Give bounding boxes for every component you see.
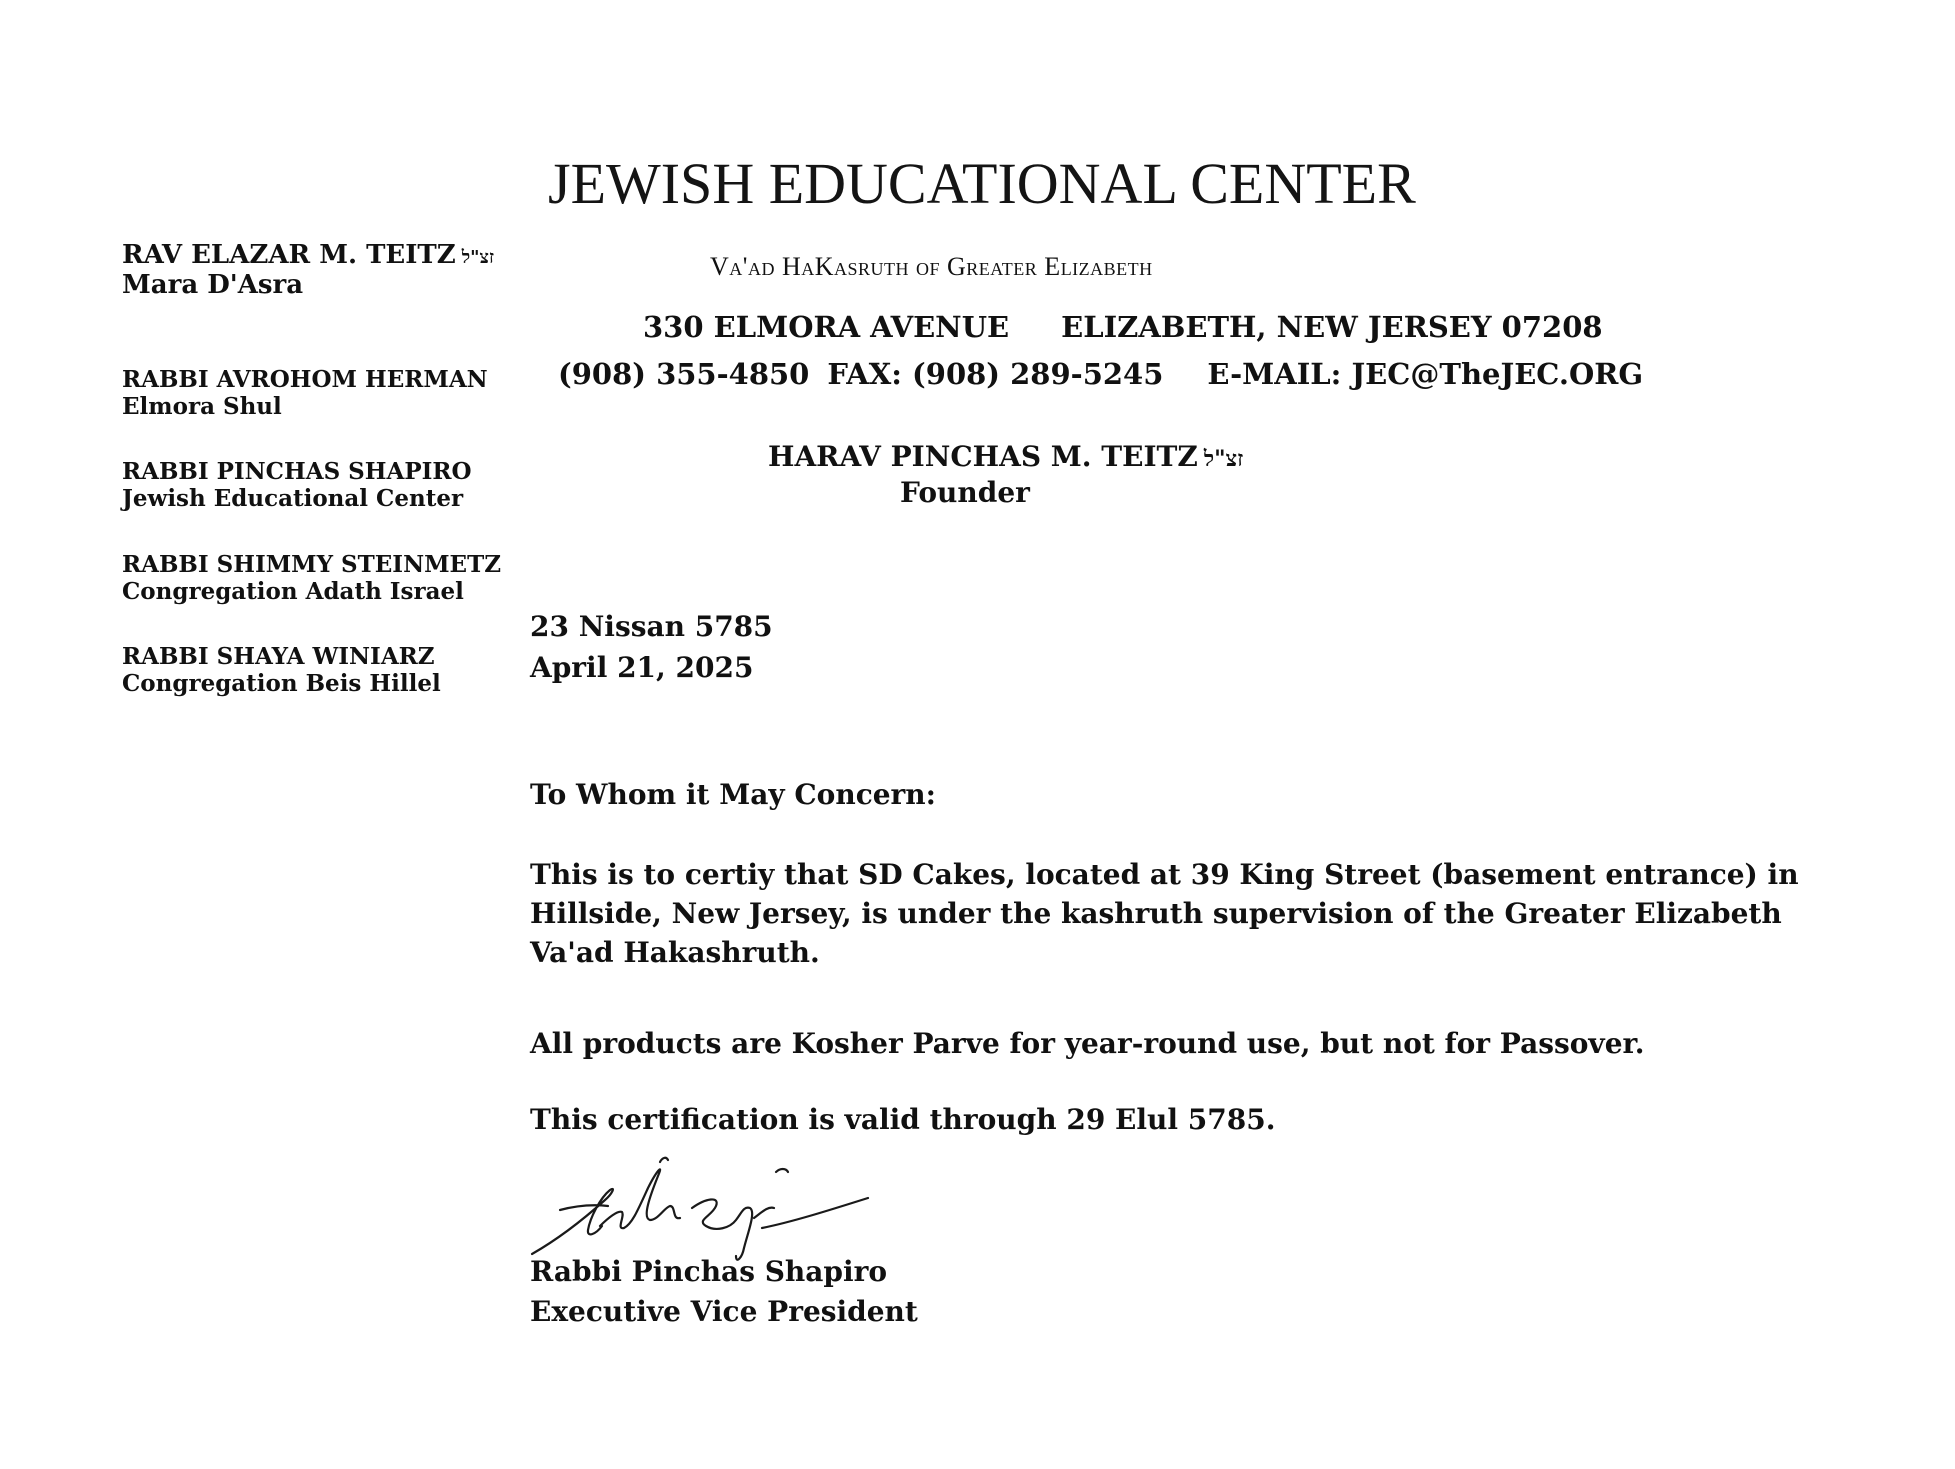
rabbi-entry <box>122 551 501 605</box>
founder-hebrew-honorific: זצ"ל <box>1203 446 1244 472</box>
rabbi-name: RABBI AVROHOM HERMAN <box>122 366 488 393</box>
letter-date: April 21, 2025 <box>530 651 754 684</box>
rabbi-entry <box>122 458 472 512</box>
fax-number: FAX: (908) 289-5245 <box>827 357 1164 391</box>
hebrew-date: 23 Nissan 5785 <box>530 610 773 643</box>
rabbi-name: RABBI PINCHAS SHAPIRO <box>122 458 472 485</box>
rabbi-name-text: RAV ELAZAR M. TEITZ <box>122 240 456 270</box>
rabbi-role: Elmora Shul <box>122 393 282 420</box>
rabbi-name <box>122 240 494 270</box>
rabbi-name: RABBI SHIMMY STEINMETZ <box>122 551 501 578</box>
rabbi-role: Mara D'Asra <box>122 270 304 300</box>
founder-name-text: HARAV PINCHAS M. TEITZ <box>768 440 1198 473</box>
organization-name: JEWISH EDUCATIONAL CENTER <box>548 151 1416 216</box>
rabbi-name: RABBI SHAYA WINIARZ <box>122 643 435 670</box>
signature-image <box>530 1148 970 1268</box>
paragraph-line: Va'ad Hakashruth. <box>530 936 820 969</box>
salutation: To Whom it May Concern: <box>530 778 936 811</box>
rabbi-role: Congregation Adath Israel <box>122 578 464 605</box>
rabbi-hebrew-honorific: זצ"ל <box>461 247 494 268</box>
founder-name <box>768 440 1243 473</box>
rabbi-role: Congregation Beis Hillel <box>122 670 441 697</box>
products-paragraph: All products are Kosher Parve for year-round use, but not for Passover. <box>530 1027 1645 1060</box>
rabbi-role: Jewish Educational Center <box>122 485 464 512</box>
founder-title: Founder <box>900 476 1030 509</box>
signer-title: Executive Vice President <box>530 1295 918 1328</box>
rabbi-entry <box>122 240 494 300</box>
signer-name: Rabbi Pinchas Shapiro <box>530 1255 888 1288</box>
paragraph-line: This is to certiy that SD Cakes, located at 39 King Street (basement entrance) in <box>530 858 1799 891</box>
validity-paragraph: This certification is valid through 29 Elul 5785. <box>530 1103 1276 1136</box>
street-address: 330 ELMORA AVENUE <box>643 310 1010 344</box>
vaad-name: Va'ad HaKasruth of Greater Elizabeth <box>710 252 1153 281</box>
email-address: E-MAIL: JEC@TheJEC.ORG <box>1207 357 1644 391</box>
paragraph-line: Hillside, New Jersey, is under the kashruth supervision of the Greater Elizabeth <box>530 897 1782 930</box>
phone-number: (908) 355-4850 <box>558 357 810 391</box>
certification-paragraph <box>530 855 1799 972</box>
city-state-zip: ELIZABETH, NEW JERSEY 07208 <box>1061 310 1603 344</box>
rabbi-entry <box>122 366 488 420</box>
address-line <box>643 310 1603 344</box>
contact-line <box>558 357 1643 391</box>
rabbi-entry <box>122 643 441 697</box>
